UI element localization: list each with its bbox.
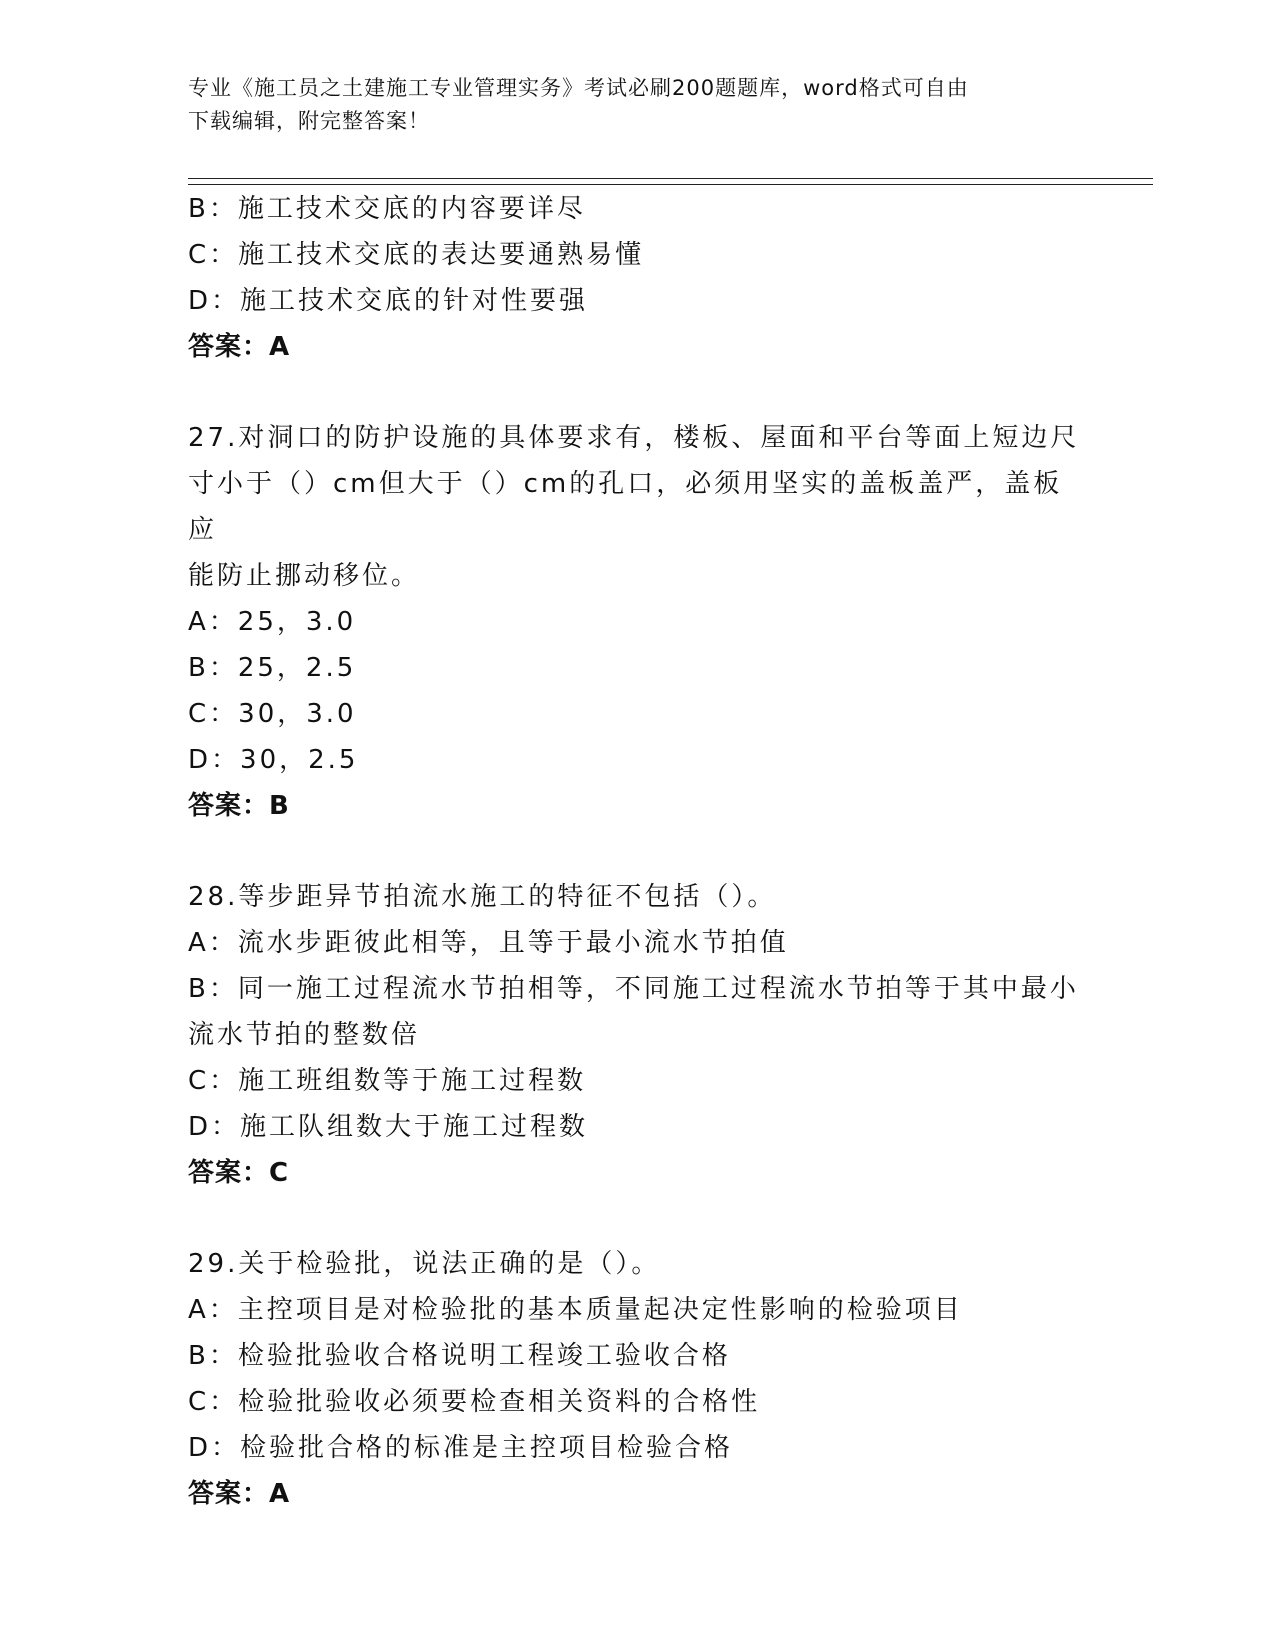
document-body: [188, 186, 1088, 1517]
option-a: A：25，3.0: [188, 607, 357, 637]
option-b: B：施工技术交底的内容要详尽: [188, 194, 586, 224]
question-29: [188, 1241, 1088, 1517]
option-b: B：检验批验收合格说明工程竣工验收合格: [188, 1341, 731, 1371]
option-c: C：施工班组数等于施工过程数: [188, 1066, 587, 1096]
option-c: C：施工技术交底的表达要通熟易懂: [188, 240, 645, 270]
question-text-line: 寸小于（）cm但大于（）cm的孔口，必须用坚实的盖板盖严，盖板应: [188, 469, 1063, 545]
document-header: [188, 72, 1068, 138]
option-b-continued: 流水节拍的整数倍: [188, 1020, 421, 1050]
question-prev: [188, 186, 1088, 370]
question-text-line: 27.对洞口的防护设施的具体要求有，楼板、屋面和平台等面上短边尺: [188, 423, 1080, 453]
question-28: [188, 874, 1088, 1196]
option-d: D：施工技术交底的针对性要强: [188, 286, 589, 316]
option-a: A：主控项目是对检验批的基本质量起决定性影响的检验项目: [188, 1295, 963, 1325]
option-d: D：施工队组数大于施工过程数: [188, 1112, 589, 1142]
option-d: D：30，2.5: [188, 745, 359, 775]
answer: 答案：B: [188, 791, 290, 821]
option-c: C：检验批验收必须要检查相关资料的合格性: [188, 1387, 761, 1417]
question-text-line: 29.关于检验批，说法正确的是（）。: [188, 1249, 661, 1279]
header-line-1: 专业《施工员之土建施工专业管理实务》考试必刷200题题库，word格式可自由: [188, 76, 969, 100]
header-rule-top: [188, 178, 1153, 179]
option-b: B：25，2.5: [188, 653, 357, 683]
question-text-line: 28.等步距异节拍流水施工的特征不包括（）。: [188, 882, 777, 912]
header-line-2: 下载编辑，附完整答案！: [188, 109, 430, 133]
header-rule-bottom: [188, 184, 1153, 185]
option-b: B：同一施工过程流水节拍相等，不同施工过程流水节拍等于其中最小: [188, 974, 1079, 1004]
question-text-line: 能防止挪动移位。: [188, 561, 421, 591]
question-27: [188, 415, 1088, 829]
answer: 答案：A: [188, 1479, 291, 1509]
option-c: C：30，3.0: [188, 699, 357, 729]
answer: 答案：C: [188, 1158, 290, 1188]
answer: 答案：A: [188, 332, 291, 362]
option-d: D：检验批合格的标准是主控项目检验合格: [188, 1433, 734, 1463]
option-a: A：流水步距彼此相等，且等于最小流水节拍值: [188, 928, 789, 958]
